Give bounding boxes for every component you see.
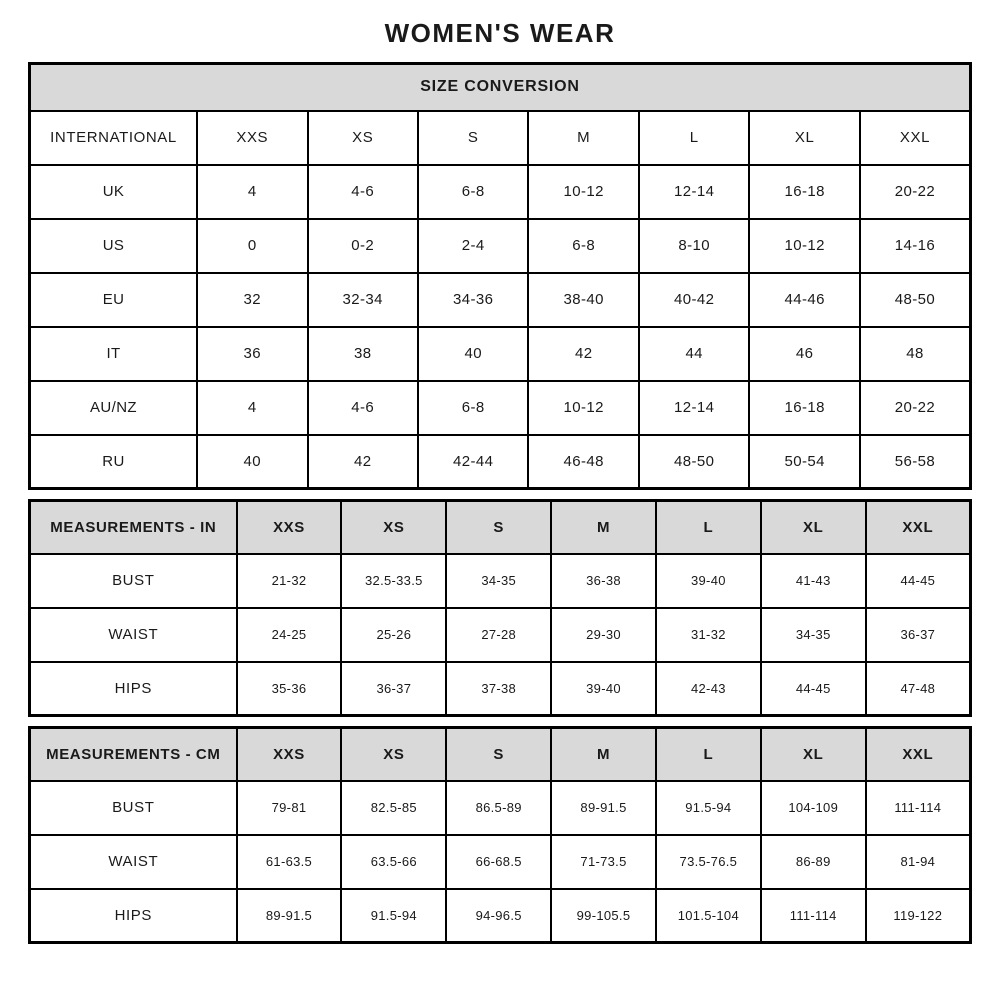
row-label-hips: HIPS [30, 889, 237, 943]
table-cell: 24-25 [237, 608, 342, 662]
column-header-xxs: XXS [237, 728, 342, 781]
table-cell: 41-43 [761, 554, 866, 608]
column-header-xs: XS [341, 728, 446, 781]
table-cell: 21-32 [237, 554, 342, 608]
table-row-waist-in [30, 608, 971, 662]
table-cell: 6-8 [528, 219, 638, 273]
table-cell: 12-14 [639, 165, 749, 219]
table-cell: 4-6 [308, 381, 418, 435]
table-row-waist-cm [30, 835, 971, 889]
table-cell: 111-114 [866, 781, 971, 835]
column-header-xxs: XXS [237, 501, 342, 554]
column-header-l: L [656, 728, 761, 781]
column-header-xl: XL [761, 501, 866, 554]
size-conversion-banner-row [30, 64, 971, 111]
table-cell: 38 [308, 327, 418, 381]
column-header-xs: XS [308, 111, 418, 165]
table-row-it [30, 327, 971, 381]
table-cell: 20-22 [860, 165, 971, 219]
table-cell: 66-68.5 [446, 835, 551, 889]
table-cell: 34-35 [761, 608, 866, 662]
table-cell: 27-28 [446, 608, 551, 662]
table-cell: 12-14 [639, 381, 749, 435]
table-cell: 2-4 [418, 219, 528, 273]
table-cell: 36-38 [551, 554, 656, 608]
table-cell: 34-36 [418, 273, 528, 327]
table-cell: 42-44 [418, 435, 528, 489]
table-cell: 94-96.5 [446, 889, 551, 943]
table-row-bust-in [30, 554, 971, 608]
table-cell: 99-105.5 [551, 889, 656, 943]
table-cell: 44-45 [761, 662, 866, 716]
table-cell: 44 [639, 327, 749, 381]
measurements-in-header-row [30, 501, 971, 554]
column-header-m: M [528, 111, 638, 165]
table-cell: 44-46 [749, 273, 859, 327]
table-cell: 32-34 [308, 273, 418, 327]
table-cell: 44-45 [866, 554, 971, 608]
table-row-hips-cm [30, 889, 971, 943]
table-cell: 48-50 [639, 435, 749, 489]
table-cell: 39-40 [656, 554, 761, 608]
table-cell: 71-73.5 [551, 835, 656, 889]
table-cell: 89-91.5 [237, 889, 342, 943]
table-cell: 56-58 [860, 435, 971, 489]
table-cell: 63.5-66 [341, 835, 446, 889]
measurements-cm-table [28, 726, 972, 944]
row-label-bust: BUST [30, 781, 237, 835]
table-cell: 10-12 [749, 219, 859, 273]
column-header-xxl: XXL [860, 111, 971, 165]
column-header-l: L [639, 111, 749, 165]
table-cell: 16-18 [749, 165, 859, 219]
table-cell: 0 [197, 219, 307, 273]
table-cell: 111-114 [761, 889, 866, 943]
table-cell: 101.5-104 [656, 889, 761, 943]
table-cell: 6-8 [418, 381, 528, 435]
table-row-ru [30, 435, 971, 489]
table-cell: 0-2 [308, 219, 418, 273]
row-label-aunz: AU/NZ [30, 381, 198, 435]
table-cell: 32 [197, 273, 307, 327]
measurements-cm-header-row [30, 728, 971, 781]
measurements-in-table [28, 499, 972, 717]
column-header-m: M [551, 501, 656, 554]
table-cell: 20-22 [860, 381, 971, 435]
table-cell: 73.5-76.5 [656, 835, 761, 889]
table-cell: 42-43 [656, 662, 761, 716]
page-title: WOMEN'S WEAR [384, 18, 616, 48]
table-cell: 91.5-94 [341, 889, 446, 943]
table-row-bust-cm [30, 781, 971, 835]
table-cell: 46-48 [528, 435, 638, 489]
size-conversion-banner: SIZE CONVERSION [30, 64, 971, 111]
table-cell: 50-54 [749, 435, 859, 489]
row-label-uk: UK [30, 165, 198, 219]
column-header-xl: XL [749, 111, 859, 165]
column-header-s: S [446, 501, 551, 554]
measurements-in-title: MEASUREMENTS - IN [30, 501, 237, 554]
column-header-xs: XS [341, 501, 446, 554]
row-label-us: US [30, 219, 198, 273]
row-label-hips: HIPS [30, 662, 237, 716]
table-row-eu [30, 273, 971, 327]
table-cell: 36-37 [866, 608, 971, 662]
column-header-s: S [418, 111, 528, 165]
table-cell: 4 [197, 381, 307, 435]
column-header-xl: XL [761, 728, 866, 781]
table-cell: 104-109 [761, 781, 866, 835]
table-cell: 31-32 [656, 608, 761, 662]
table-cell: 47-48 [866, 662, 971, 716]
table-cell: 8-10 [639, 219, 749, 273]
row-label-eu: EU [30, 273, 198, 327]
size-conversion-header-row [30, 111, 971, 165]
table-cell: 119-122 [866, 889, 971, 943]
column-header-xxs: XXS [197, 111, 307, 165]
column-header-m: M [551, 728, 656, 781]
table-row-us [30, 219, 971, 273]
measurements-cm-title: MEASUREMENTS - CM [30, 728, 237, 781]
table-cell: 86.5-89 [446, 781, 551, 835]
table-cell: 6-8 [418, 165, 528, 219]
column-header-s: S [446, 728, 551, 781]
table-cell: 82.5-85 [341, 781, 446, 835]
column-header-xxl: XXL [866, 728, 971, 781]
table-cell: 46 [749, 327, 859, 381]
table-cell: 36-37 [341, 662, 446, 716]
table-cell: 91.5-94 [656, 781, 761, 835]
table-cell: 48-50 [860, 273, 971, 327]
table-cell: 40-42 [639, 273, 749, 327]
table-cell: 40 [197, 435, 307, 489]
column-header-l: L [656, 501, 761, 554]
table-cell: 81-94 [866, 835, 971, 889]
row-label-waist: WAIST [30, 835, 237, 889]
table-cell: 36 [197, 327, 307, 381]
row-label-ru: RU [30, 435, 198, 489]
table-row-hips-in [30, 662, 971, 716]
table-row-aunz [30, 381, 971, 435]
row-label-bust: BUST [30, 554, 237, 608]
row-label-waist: WAIST [30, 608, 237, 662]
table-cell: 39-40 [551, 662, 656, 716]
table-row-uk [30, 165, 971, 219]
table-cell: 32.5-33.5 [341, 554, 446, 608]
table-cell: 34-35 [446, 554, 551, 608]
size-conversion-table [28, 62, 972, 490]
table-cell: 40 [418, 327, 528, 381]
table-cell: 25-26 [341, 608, 446, 662]
table-cell: 86-89 [761, 835, 866, 889]
table-cell: 42 [308, 435, 418, 489]
table-cell: 48 [860, 327, 971, 381]
table-cell: 38-40 [528, 273, 638, 327]
table-cell: 16-18 [749, 381, 859, 435]
row-label-it: IT [30, 327, 198, 381]
table-cell: 35-36 [237, 662, 342, 716]
table-cell: 89-91.5 [551, 781, 656, 835]
table-cell: 61-63.5 [237, 835, 342, 889]
table-cell: 10-12 [528, 165, 638, 219]
table-cell: 29-30 [551, 608, 656, 662]
table-cell: 37-38 [446, 662, 551, 716]
table-cell: 4 [197, 165, 307, 219]
table-cell: 10-12 [528, 381, 638, 435]
column-header-international: INTERNATIONAL [30, 111, 198, 165]
table-cell: 4-6 [308, 165, 418, 219]
column-header-xxl: XXL [866, 501, 971, 554]
table-cell: 14-16 [860, 219, 971, 273]
table-cell: 79-81 [237, 781, 342, 835]
table-cell: 42 [528, 327, 638, 381]
